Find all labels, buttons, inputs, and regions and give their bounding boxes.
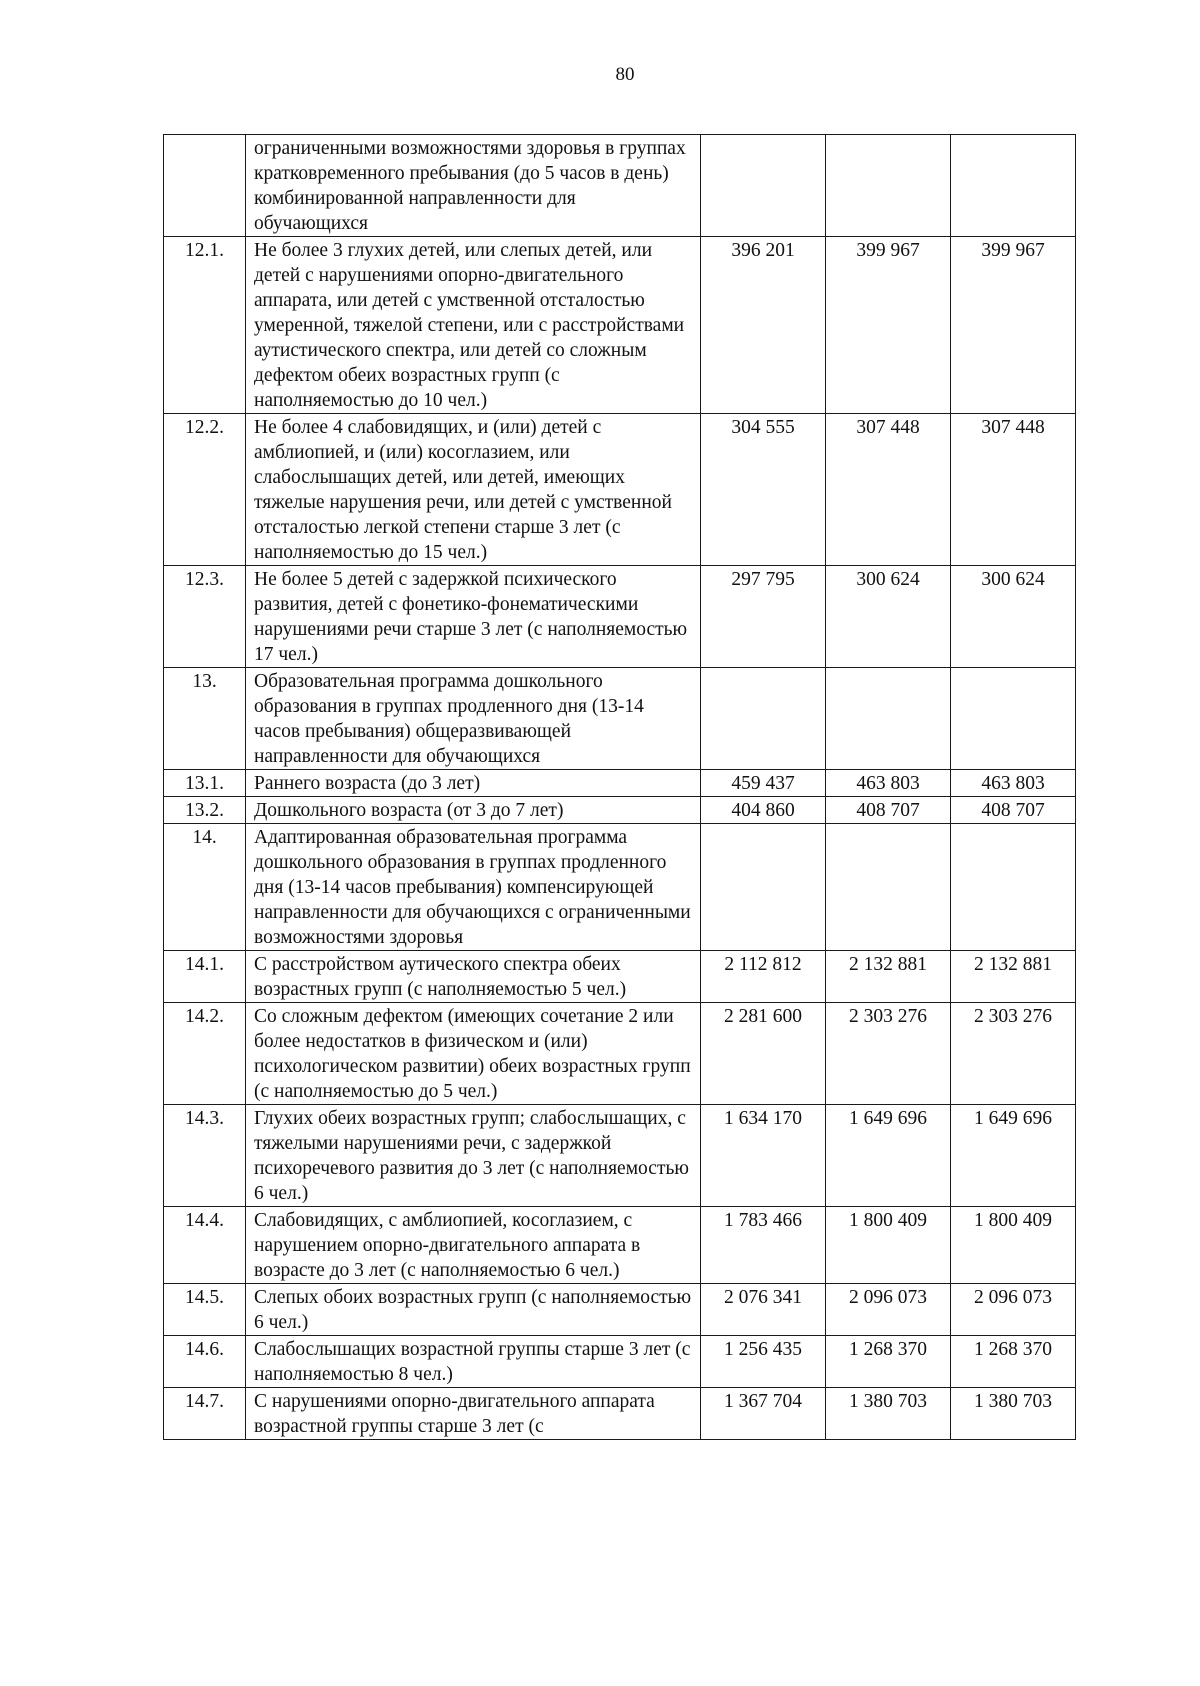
table-row <box>164 797 1076 824</box>
row-number: 14.5. <box>164 1284 246 1336</box>
row-description: Глухих обеих возрастных групп; слабослышащих, с тяжелыми нарушениями речи, с задержкой психоречевого развития до 3 лет (с наполняемостью 6 чел.) <box>246 1105 701 1207</box>
row-number: 14. <box>164 824 246 951</box>
row-value-1: 297 795 <box>701 566 826 668</box>
row-description: Слабослышащих возрастной группы старше 3 лет (с наполняемостью 8 чел.) <box>246 1336 701 1388</box>
row-value-3: 1 800 409 <box>951 1207 1076 1284</box>
row-value-2: 1 268 370 <box>826 1336 951 1388</box>
row-value-3: 2 096 073 <box>951 1284 1076 1336</box>
row-number: 14.7. <box>164 1388 246 1440</box>
row-description: Образовательная программа дошкольного образования в группах продленного дня (13-14 часов пребывания) общеразвивающей направленности для обучающихся <box>246 668 701 770</box>
row-value-2: 399 967 <box>826 237 951 414</box>
row-value-2: 307 448 <box>826 414 951 566</box>
row-number: 14.1. <box>164 951 246 1003</box>
table-row <box>164 770 1076 797</box>
row-value-1: 459 437 <box>701 770 826 797</box>
row-number: 12.3. <box>164 566 246 668</box>
row-value-1: 304 555 <box>701 414 826 566</box>
row-value-3: 2 132 881 <box>951 951 1076 1003</box>
row-value-2: 300 624 <box>826 566 951 668</box>
row-value-1: 2 281 600 <box>701 1003 826 1105</box>
row-value-3: 300 624 <box>951 566 1076 668</box>
row-value-2: 408 707 <box>826 797 951 824</box>
row-value-3: 1 380 703 <box>951 1388 1076 1440</box>
row-number: 14.2. <box>164 1003 246 1105</box>
row-value-3: 2 303 276 <box>951 1003 1076 1105</box>
table-row <box>164 237 1076 414</box>
row-description: Со сложным дефектом (имеющих сочетание 2 или более недостатков в физическом и (или) психологическом развитии) обеих возрастных групп (с наполняемостью до 5 чел.) <box>246 1003 701 1105</box>
row-description: Слабовидящих, с амблиопией, косоглазием, с нарушением опорно-двигательного аппарата в возрасте до 3 лет (с наполняемостью 6 чел.) <box>246 1207 701 1284</box>
row-value-1: 396 201 <box>701 237 826 414</box>
row-description: Не более 5 детей с задержкой психического развития, детей с фонетико-фонематическими нарушениями речи старше 3 лет (с наполняемостью 17 чел.) <box>246 566 701 668</box>
row-value-3 <box>951 668 1076 770</box>
table-body <box>164 135 1076 1440</box>
row-value-2: 463 803 <box>826 770 951 797</box>
row-value-1: 404 860 <box>701 797 826 824</box>
tariff-table <box>163 134 1076 1440</box>
row-number <box>164 135 246 237</box>
row-value-2: 1 649 696 <box>826 1105 951 1207</box>
row-description: Не более 4 слабовидящих, и (или) детей с амблиопией, и (или) косоглазием, или слабослышащих детей, или детей, имеющих тяжелые нарушения речи, или детей с умственной отсталостью легкой степени старше 3 лет (с наполняемостью до 15 чел.) <box>246 414 701 566</box>
row-description: Дошкольного возраста (от 3 до 7 лет) <box>246 797 701 824</box>
row-value-3 <box>951 824 1076 951</box>
row-value-3: 463 803 <box>951 770 1076 797</box>
row-value-1 <box>701 135 826 237</box>
row-value-2: 2 132 881 <box>826 951 951 1003</box>
row-value-1 <box>701 824 826 951</box>
row-description: Раннего возраста (до 3 лет) <box>246 770 701 797</box>
row-value-3: 1 268 370 <box>951 1336 1076 1388</box>
row-number: 14.3. <box>164 1105 246 1207</box>
table-row <box>164 1388 1076 1440</box>
row-value-1: 1 783 466 <box>701 1207 826 1284</box>
table-row <box>164 414 1076 566</box>
row-value-3: 1 649 696 <box>951 1105 1076 1207</box>
row-value-1: 2 076 341 <box>701 1284 826 1336</box>
row-value-2 <box>826 135 951 237</box>
table-row <box>164 951 1076 1003</box>
row-value-1: 1 634 170 <box>701 1105 826 1207</box>
row-number: 12.2. <box>164 414 246 566</box>
row-value-3 <box>951 135 1076 237</box>
row-number: 12.1. <box>164 237 246 414</box>
row-description: Слепых обоих возрастных групп (с наполняемостью 6 чел.) <box>246 1284 701 1336</box>
row-description: ограниченными возможностями здоровья в группах кратковременного пребывания (до 5 часов в день) комбинированной направленности для обучающихся <box>246 135 701 237</box>
row-description: Адаптированная образовательная программа дошкольного образования в группах продленного дня (13-14 часов пребывания) компенсирующей направленности для обучающихся с ограниченными возможностями здоровья <box>246 824 701 951</box>
row-description: С расстройством аутического спектра обеих возрастных групп (с наполняемостью 5 чел.) <box>246 951 701 1003</box>
row-number: 13.2. <box>164 797 246 824</box>
row-value-1: 2 112 812 <box>701 951 826 1003</box>
table-row <box>164 566 1076 668</box>
row-value-1: 1 367 704 <box>701 1388 826 1440</box>
row-value-2: 1 380 703 <box>826 1388 951 1440</box>
row-value-2 <box>826 668 951 770</box>
row-value-2: 1 800 409 <box>826 1207 951 1284</box>
table-row <box>164 1003 1076 1105</box>
row-description: С нарушениями опорно-двигательного аппарата возрастной группы старше 3 лет (с <box>246 1388 701 1440</box>
table-row <box>164 1284 1076 1336</box>
row-value-1 <box>701 668 826 770</box>
row-number: 14.4. <box>164 1207 246 1284</box>
row-value-3: 408 707 <box>951 797 1076 824</box>
table-row <box>164 1207 1076 1284</box>
table-row <box>164 668 1076 770</box>
row-number: 14.6. <box>164 1336 246 1388</box>
row-value-3: 399 967 <box>951 237 1076 414</box>
row-value-2 <box>826 824 951 951</box>
row-number: 13. <box>164 668 246 770</box>
row-description: Не более 3 глухих детей, или слепых детей, или детей с нарушениями опорно-двигательного аппарата, или детей с умственной отсталостью умеренной, тяжелой степени, или с расстройствами аутистического спектра, или детей со сложным дефектом обеих возрастных групп (с наполняемостью до 10 чел.) <box>246 237 701 414</box>
table-row <box>164 1336 1076 1388</box>
row-value-1: 1 256 435 <box>701 1336 826 1388</box>
table-row <box>164 1105 1076 1207</box>
row-value-2: 2 096 073 <box>826 1284 951 1336</box>
row-value-2: 2 303 276 <box>826 1003 951 1105</box>
page-number: 80 <box>615 64 635 85</box>
table-row <box>164 824 1076 951</box>
row-value-3: 307 448 <box>951 414 1076 566</box>
table-row <box>164 135 1076 237</box>
row-number: 13.1. <box>164 770 246 797</box>
